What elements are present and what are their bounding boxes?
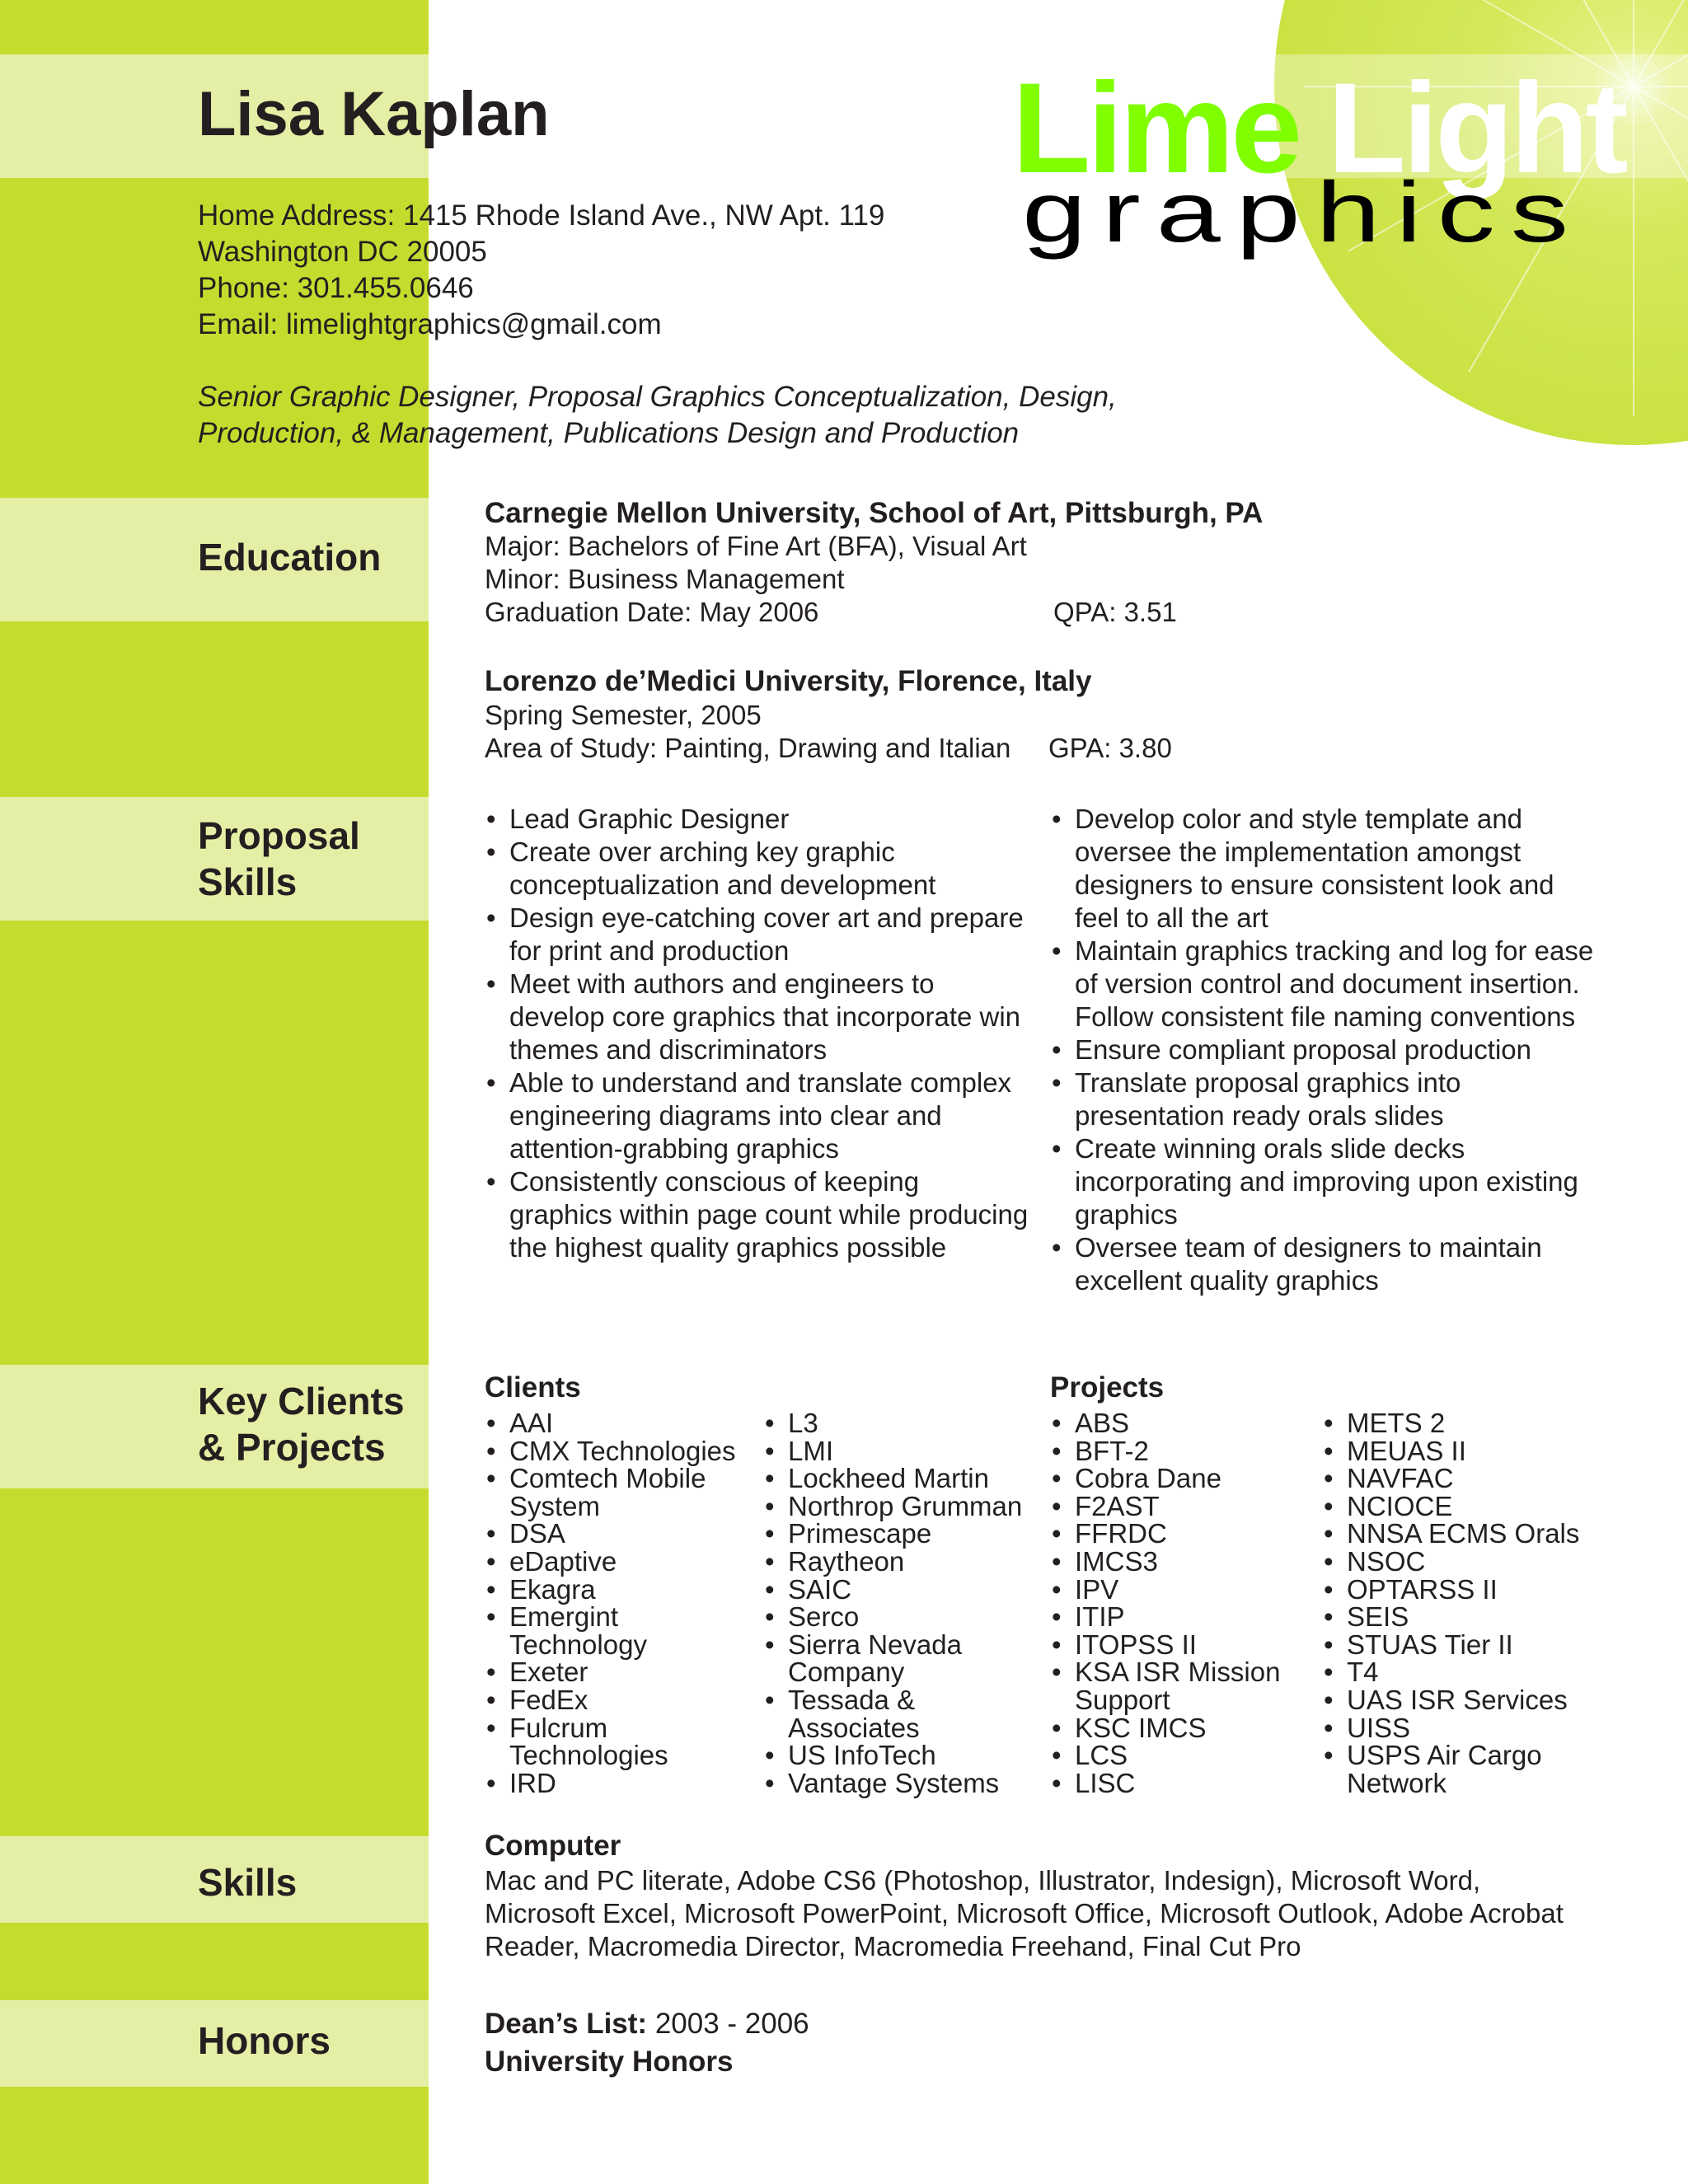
list-item: • US InfoTech: [763, 1741, 1035, 1769]
skills-heading: Computer: [485, 1830, 621, 1862]
list-item: • Consistently conscious of keeping graphics within page count while producing the highest quality graphics possible: [485, 1165, 1029, 1264]
list-item: • Exeter: [485, 1658, 757, 1686]
education-detail: Minor: Business Management: [485, 564, 845, 594]
list-item: • SEIS: [1322, 1603, 1619, 1631]
contact-email: Email: limelightgraphics@gmail.com: [198, 308, 662, 340]
school-name: Carnegie Mellon University, School of Art, Pittsburgh, PA: [485, 497, 1264, 529]
list-item: • METS 2: [1322, 1409, 1619, 1437]
proposal-skills-right: [1050, 803, 1594, 1297]
list-item: • KSA ISR Mission Support: [1050, 1658, 1314, 1713]
list-item: • Oversee team of designers to maintain excellent quality graphics: [1050, 1231, 1594, 1297]
list-item: • T4: [1322, 1658, 1619, 1686]
list-item: • BFT-2: [1050, 1437, 1314, 1465]
contact-address: Home Address: 1415 Rhode Island Ave., NW Apt. 119: [198, 199, 885, 232]
honors-deans-label: Dean’s List:: [485, 2008, 648, 2040]
list-item: • ITIP: [1050, 1603, 1314, 1631]
list-item: • STUAS Tier II: [1322, 1631, 1619, 1659]
list-item: • IMCS3: [1050, 1548, 1314, 1576]
tagline-line: Production, & Management, Publications Design and Production: [198, 417, 1020, 449]
projects-column-2: [1322, 1409, 1619, 1797]
list-item: • eDaptive: [485, 1548, 757, 1576]
clients-column-1: [485, 1409, 757, 1797]
list-item: • OPTARSS II: [1322, 1576, 1619, 1604]
list-item: • Create winning orals slide decks incorporating and improving upon existing graphics: [1050, 1132, 1594, 1231]
school-name: Lorenzo de’Medici University, Florence, Italy: [485, 665, 1092, 697]
skills-text: Microsoft Excel, Microsoft PowerPoint, Microsoft Office, Microsoft Outlook, Adobe Acrobat: [485, 1898, 1564, 1929]
education-detail: Area of Study: Painting, Drawing and Italian: [485, 733, 1011, 763]
honors-deans-list: [485, 2008, 809, 2041]
list-item: • Able to understand and translate complex engineering diagrams into clear and attention-grabbing graphics: [485, 1066, 1029, 1165]
section-label-proposal: Proposal: [198, 814, 360, 857]
list-item: • UISS: [1322, 1714, 1619, 1742]
proposal-skills-left: [485, 803, 1029, 1264]
list-item: • IPV: [1050, 1576, 1314, 1604]
projects-column-1: [1050, 1409, 1314, 1797]
list-item: • Cobra Dane: [1050, 1465, 1314, 1493]
list-item: • Maintain graphics tracking and log for ease of version control and document insertion. Follow consistent file naming conventions: [1050, 935, 1594, 1033]
section-label-clients: Key Clients: [198, 1380, 405, 1422]
section-label-clients: & Projects: [198, 1426, 386, 1469]
list-item: • Tessada & Associates: [763, 1686, 1035, 1741]
list-item: • UAS ISR Services: [1322, 1686, 1619, 1714]
list-item: • KSC IMCS: [1050, 1714, 1314, 1742]
list-item: • Develop color and style template and oversee the implementation amongst designers to ensure consistent look and feel to all the art: [1050, 803, 1594, 935]
list-item: • Ensure compliant proposal production: [1050, 1033, 1594, 1066]
education-score: QPA: 3.51: [1053, 597, 1177, 627]
list-item: • Meet with authors and engineers to develop core graphics that incorporate win themes and discriminators: [485, 968, 1029, 1066]
list-item: • Raytheon: [763, 1548, 1035, 1576]
clients-heading: Clients: [485, 1371, 581, 1404]
contact-city: Washington DC 20005: [198, 236, 487, 268]
list-item: • IRD: [485, 1769, 757, 1797]
list-item: • Lockheed Martin: [763, 1465, 1035, 1493]
logo-word-light: Light: [1327, 57, 1625, 200]
list-item: • NAVFAC: [1322, 1465, 1619, 1493]
list-item: • CMX Technologies: [485, 1437, 757, 1465]
list-item: • Design eye-catching cover art and prepare for print and production: [485, 902, 1029, 968]
list-item: • NSOC: [1322, 1548, 1619, 1576]
contact-phone: Phone: 301.455.0646: [198, 272, 474, 304]
section-label-proposal: Skills: [198, 860, 298, 903]
list-item: • AAI: [485, 1409, 757, 1437]
logo-word-lime: Lime: [1012, 57, 1300, 200]
list-item: • NCIOCE: [1322, 1493, 1619, 1521]
section-label-skills: Skills: [198, 1861, 298, 1904]
education-detail: Graduation Date: May 2006: [485, 597, 819, 627]
list-item: • Fulcrum Technologies: [485, 1714, 757, 1769]
list-item: • Vantage Systems: [763, 1769, 1035, 1797]
list-item: • Emergint Technology: [485, 1603, 757, 1658]
list-item: • L3: [763, 1409, 1035, 1437]
logo-word-graphics: graphics: [1022, 165, 1584, 260]
section-label-education: Education: [198, 536, 382, 579]
clients-column-2: [763, 1409, 1035, 1797]
list-item: • Translate proposal graphics into presentation ready orals slides: [1050, 1066, 1594, 1132]
list-item: • Sierra Nevada Company: [763, 1631, 1035, 1686]
projects-heading: Projects: [1050, 1371, 1165, 1404]
list-item: • LISC: [1050, 1769, 1314, 1797]
list-item: • Ekagra: [485, 1576, 757, 1604]
list-item: • ABS: [1050, 1409, 1314, 1437]
list-item: • Create over arching key graphic conceptualization and development: [485, 836, 1029, 902]
list-item: • Lead Graphic Designer: [485, 803, 1029, 836]
list-item: • Primescape: [763, 1520, 1035, 1548]
list-item: • Serco: [763, 1603, 1035, 1631]
list-item: • SAIC: [763, 1576, 1035, 1604]
list-item: • LMI: [763, 1437, 1035, 1465]
list-item: • LCS: [1050, 1741, 1314, 1769]
skills-text: Reader, Macromedia Director, Macromedia Freehand, Final Cut Pro: [485, 1931, 1301, 1961]
honors-university: University Honors: [485, 2046, 734, 2078]
person-name: Lisa Kaplan: [198, 79, 550, 149]
honors-deans-value: 2003 - 2006: [647, 2008, 809, 2040]
section-label-honors: Honors: [198, 2019, 331, 2062]
education-score: GPA: 3.80: [1048, 733, 1172, 763]
list-item: • FFRDC: [1050, 1520, 1314, 1548]
list-item: • USPS Air Cargo Network: [1322, 1741, 1619, 1797]
list-item: • FedEx: [485, 1686, 757, 1714]
list-item: • NNSA ECMS Orals: [1322, 1520, 1619, 1548]
list-item: • Comtech Mobile System: [485, 1465, 757, 1520]
list-item: • F2AST: [1050, 1493, 1314, 1521]
list-item: • DSA: [485, 1520, 757, 1548]
education-detail: Major: Bachelors of Fine Art (BFA), Visual Art: [485, 531, 1027, 561]
list-item: • MEUAS II: [1322, 1437, 1619, 1465]
education-detail: Spring Semester, 2005: [485, 700, 762, 730]
list-item: • Northrop Grumman: [763, 1493, 1035, 1521]
tagline-line: Senior Graphic Designer, Proposal Graphics Conceptualization, Design,: [198, 381, 1117, 413]
list-item: • ITOPSS II: [1050, 1631, 1314, 1659]
skills-text: Mac and PC literate, Adobe CS6 (Photoshop, Illustrator, Indesign), Microsoft Word,: [485, 1865, 1481, 1896]
